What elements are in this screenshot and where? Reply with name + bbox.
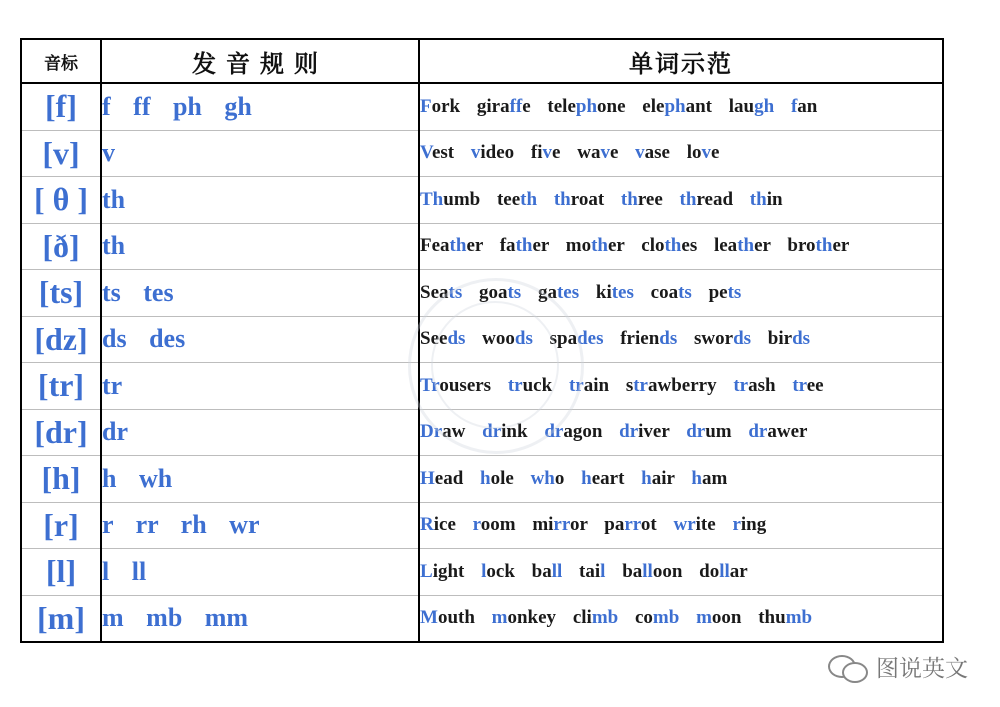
highlighted-letters: des bbox=[577, 328, 604, 350]
word-letters: frien bbox=[620, 328, 660, 350]
table-row bbox=[21, 83, 943, 130]
word-letters: bro bbox=[787, 235, 816, 257]
word-letters: mo bbox=[565, 235, 592, 257]
highlighted-letters: mb bbox=[785, 607, 813, 629]
example-word bbox=[709, 282, 742, 303]
word-examples bbox=[419, 130, 943, 177]
highlighted-letters: rr bbox=[553, 514, 570, 536]
word-letters: ree bbox=[637, 188, 663, 210]
word-letters: oon bbox=[711, 607, 742, 629]
highlighted-letters: v bbox=[470, 142, 481, 164]
example-word bbox=[538, 282, 579, 303]
word-letters: goa bbox=[478, 281, 508, 303]
phonetic-symbol: [f] bbox=[21, 83, 101, 130]
highlighted-letters: H bbox=[420, 467, 435, 489]
phonetic-symbol: [dz] bbox=[21, 316, 101, 363]
highlighted-letters: tes bbox=[556, 281, 580, 303]
word-letters: um bbox=[705, 421, 732, 443]
example-word bbox=[758, 607, 812, 628]
pronunciation-rule: l ll bbox=[101, 549, 419, 596]
word-examples bbox=[419, 83, 943, 130]
phonetic-symbol: [r] bbox=[21, 502, 101, 549]
word-letters: ead bbox=[434, 467, 464, 489]
table-row bbox=[21, 316, 943, 363]
example-word bbox=[420, 142, 454, 163]
word-letters: ice bbox=[433, 514, 456, 536]
word-letters: ideo bbox=[480, 142, 515, 164]
word-letters: roat bbox=[570, 188, 605, 210]
example-word bbox=[573, 607, 618, 628]
word-letters: pe bbox=[708, 281, 728, 303]
highlighted-letters: ts bbox=[727, 281, 742, 303]
word-letters: ba bbox=[622, 560, 643, 582]
highlighted-letters: ph bbox=[575, 95, 598, 117]
example-word bbox=[420, 514, 456, 535]
word-letters: Sea bbox=[420, 281, 449, 303]
highlighted-letters: R bbox=[420, 514, 434, 536]
example-word bbox=[531, 142, 561, 163]
highlighted-letters: v bbox=[600, 142, 610, 164]
highlighted-letters: tr bbox=[507, 374, 523, 396]
pronunciation-rule: th bbox=[101, 177, 419, 224]
word-letters: e bbox=[522, 95, 531, 117]
example-word bbox=[480, 468, 514, 489]
pronunciation-rule: f ff ph gh bbox=[101, 83, 419, 130]
word-examples bbox=[419, 502, 943, 549]
example-word bbox=[508, 375, 552, 396]
highlighted-letters: dr bbox=[544, 421, 564, 443]
highlighted-letters: ts bbox=[507, 281, 522, 303]
word-letters: aw bbox=[442, 421, 466, 443]
word-letters: See bbox=[420, 328, 448, 350]
word-letters: eart bbox=[591, 467, 625, 489]
word-examples bbox=[419, 595, 943, 642]
pronunciation-rule: h wh bbox=[101, 456, 419, 503]
highlighted-letters: ll bbox=[719, 560, 730, 582]
phonetic-symbol: [v] bbox=[21, 130, 101, 177]
highlighted-letters: M bbox=[420, 607, 438, 629]
example-word bbox=[732, 514, 766, 535]
example-word bbox=[729, 96, 774, 117]
word-letters: clo bbox=[641, 235, 665, 257]
word-letters: ash bbox=[748, 374, 776, 396]
example-word bbox=[642, 96, 712, 117]
watermark-text: 图说英文 bbox=[876, 656, 968, 682]
word-letters: oom bbox=[480, 514, 516, 536]
word-letters: e bbox=[552, 142, 561, 164]
word-letters: fi bbox=[530, 142, 543, 164]
example-word bbox=[532, 514, 587, 535]
header-row bbox=[21, 39, 943, 83]
highlighted-letters: tr bbox=[792, 374, 807, 396]
phonetic-symbol: [ θ ] bbox=[21, 177, 101, 224]
example-word bbox=[687, 142, 720, 163]
word-letters: ock bbox=[486, 560, 515, 582]
example-word bbox=[626, 375, 717, 396]
word-letters: woo bbox=[482, 328, 515, 350]
word-letters: ar bbox=[729, 560, 748, 582]
word-letters: thu bbox=[758, 607, 786, 629]
word-letters: lea bbox=[713, 235, 738, 257]
word-letters: in bbox=[766, 188, 783, 210]
example-word bbox=[791, 96, 817, 117]
word-letters: ot bbox=[640, 514, 657, 536]
highlighted-letters: ff bbox=[509, 95, 523, 117]
table-row bbox=[21, 502, 943, 549]
phonetic-symbol: [m] bbox=[21, 595, 101, 642]
highlighted-letters: v bbox=[542, 142, 553, 164]
phonetic-symbol: [l] bbox=[21, 549, 101, 596]
example-word bbox=[544, 421, 602, 442]
word-letters: er bbox=[832, 235, 850, 257]
pronunciation-rule: r rr rh wr bbox=[101, 502, 419, 549]
word-examples bbox=[419, 409, 943, 456]
example-word bbox=[550, 328, 604, 349]
word-letters: ki bbox=[595, 281, 612, 303]
highlighted-letters: gh bbox=[754, 95, 775, 117]
table-row bbox=[21, 595, 943, 642]
word-examples bbox=[419, 316, 943, 363]
word-letters: s bbox=[625, 374, 634, 396]
highlighted-letters: th bbox=[679, 188, 697, 210]
example-word bbox=[673, 514, 715, 535]
table-row bbox=[21, 456, 943, 503]
example-word bbox=[622, 561, 682, 582]
example-word bbox=[471, 142, 514, 163]
phonetic-symbol: [ts] bbox=[21, 270, 101, 317]
word-letters: ing bbox=[740, 514, 767, 536]
highlighted-letters: rr bbox=[624, 514, 641, 536]
word-letters: read bbox=[696, 188, 734, 210]
example-word bbox=[420, 282, 462, 303]
highlighted-letters: th bbox=[449, 235, 467, 257]
word-examples bbox=[419, 456, 943, 503]
example-word bbox=[768, 328, 810, 349]
word-letters: fa bbox=[499, 235, 516, 257]
word-letters: ight bbox=[432, 560, 465, 582]
highlighted-letters: v bbox=[635, 142, 645, 164]
word-letters: o bbox=[554, 467, 565, 489]
word-letters: est bbox=[431, 142, 455, 164]
word-letters: es bbox=[681, 235, 698, 257]
example-word bbox=[569, 375, 609, 396]
example-word bbox=[596, 282, 634, 303]
example-word bbox=[577, 142, 618, 163]
word-letters: an bbox=[797, 95, 818, 117]
word-letters: er bbox=[532, 235, 549, 257]
table-row bbox=[21, 270, 943, 317]
highlighted-letters: mb bbox=[652, 607, 680, 629]
example-word bbox=[477, 96, 531, 117]
pronunciation-rule: th bbox=[101, 223, 419, 270]
example-word bbox=[420, 561, 464, 582]
table-row bbox=[21, 409, 943, 456]
word-letters: ele bbox=[642, 95, 665, 117]
example-word bbox=[621, 189, 663, 210]
example-word bbox=[691, 468, 727, 489]
word-letters: agon bbox=[563, 421, 603, 443]
highlighted-letters: dr bbox=[686, 421, 706, 443]
word-letters: co bbox=[634, 607, 653, 629]
highlighted-letters: V bbox=[420, 142, 432, 164]
table-row bbox=[21, 549, 943, 596]
example-word bbox=[680, 189, 734, 210]
word-letters: oon bbox=[652, 560, 683, 582]
word-letters: er bbox=[466, 235, 483, 257]
example-word bbox=[748, 421, 807, 442]
word-letters: lau bbox=[728, 95, 755, 117]
highlighted-letters: wh bbox=[530, 467, 555, 489]
example-word bbox=[635, 142, 670, 163]
word-examples bbox=[419, 177, 943, 224]
phonetic-symbol: [tr] bbox=[21, 363, 101, 410]
word-letters: pa bbox=[604, 514, 625, 536]
word-letters: ant bbox=[685, 95, 712, 117]
word-letters: e bbox=[711, 142, 720, 164]
highlighted-letters: dr bbox=[619, 421, 639, 443]
highlighted-letters: l bbox=[481, 560, 487, 582]
word-letters: awer bbox=[767, 421, 808, 443]
example-word bbox=[420, 421, 465, 442]
word-letters: ousers bbox=[439, 374, 492, 396]
word-letters: er bbox=[754, 235, 771, 257]
example-word bbox=[694, 328, 751, 349]
word-letters: coa bbox=[650, 281, 679, 303]
example-word bbox=[482, 421, 527, 442]
wechat-icon bbox=[828, 653, 868, 681]
word-letters: ase bbox=[644, 142, 670, 164]
table-row bbox=[21, 130, 943, 177]
phonetic-symbol: [ð] bbox=[21, 223, 101, 270]
highlighted-letters: h bbox=[480, 467, 491, 489]
pronunciation-rule: m mb mm bbox=[101, 595, 419, 642]
pronunciation-rule: tr bbox=[101, 363, 419, 410]
watermark bbox=[828, 650, 968, 683]
example-word bbox=[686, 421, 731, 442]
highlighted-letters: m bbox=[696, 607, 712, 629]
highlighted-letters: h bbox=[691, 467, 702, 489]
word-examples bbox=[419, 549, 943, 596]
example-word bbox=[482, 328, 533, 349]
word-letters: umb bbox=[443, 188, 481, 210]
highlighted-letters: f bbox=[790, 95, 798, 117]
example-word bbox=[492, 607, 556, 628]
example-word bbox=[699, 561, 748, 582]
highlighted-letters: r bbox=[732, 514, 741, 536]
example-word bbox=[420, 235, 483, 256]
highlighted-letters: tr bbox=[633, 374, 648, 396]
word-letters: am bbox=[701, 467, 728, 489]
word-letters: one bbox=[597, 95, 626, 117]
highlighted-letters: dr bbox=[482, 421, 502, 443]
pronunciation-rule: v bbox=[101, 130, 419, 177]
word-letters: ork bbox=[431, 95, 461, 117]
highlighted-letters: th bbox=[553, 188, 571, 210]
highlighted-letters: ph bbox=[664, 95, 686, 117]
word-letters: ite bbox=[695, 514, 716, 536]
word-letters: mi bbox=[532, 514, 554, 536]
example-word bbox=[420, 96, 460, 117]
highlighted-letters: r bbox=[472, 514, 481, 536]
word-letters: air bbox=[651, 467, 675, 489]
word-letters: cli bbox=[572, 607, 592, 629]
word-letters: outh bbox=[437, 607, 475, 629]
example-word bbox=[696, 607, 741, 628]
example-word bbox=[497, 189, 537, 210]
highlighted-letters: ts bbox=[678, 281, 692, 303]
example-word bbox=[566, 235, 625, 256]
word-letters: wa bbox=[577, 142, 601, 164]
highlighted-letters: Dr bbox=[420, 421, 443, 443]
example-word bbox=[651, 282, 692, 303]
word-letters: swor bbox=[694, 328, 734, 350]
highlighted-letters: th bbox=[515, 235, 533, 257]
highlighted-letters: tes bbox=[611, 281, 634, 303]
example-word bbox=[604, 514, 656, 535]
table-row bbox=[21, 177, 943, 224]
highlighted-letters: L bbox=[420, 560, 433, 582]
highlighted-letters: ds bbox=[447, 328, 466, 350]
highlighted-letters: th bbox=[620, 188, 638, 210]
example-word bbox=[619, 421, 669, 442]
word-letters: ee bbox=[806, 374, 824, 396]
highlighted-letters: th bbox=[737, 235, 755, 257]
phonetic-symbol: [dr] bbox=[21, 409, 101, 456]
highlighted-letters: th bbox=[749, 188, 767, 210]
highlighted-letters: ll bbox=[551, 560, 563, 582]
highlighted-letters: dr bbox=[748, 421, 768, 443]
word-letters: gira bbox=[476, 95, 510, 117]
highlighted-letters: th bbox=[815, 235, 833, 257]
pronunciation-rule: dr bbox=[101, 409, 419, 456]
example-word bbox=[733, 375, 775, 396]
highlighted-letters: l bbox=[600, 560, 606, 582]
example-word bbox=[714, 235, 771, 256]
word-letters: ink bbox=[501, 421, 528, 443]
word-letters: bir bbox=[767, 328, 793, 350]
highlighted-letters: h bbox=[641, 467, 652, 489]
example-word bbox=[641, 468, 674, 489]
highlighted-letters: ts bbox=[448, 281, 463, 303]
highlighted-letters: m bbox=[491, 607, 508, 629]
example-word bbox=[420, 468, 463, 489]
phonetic-symbol: [h] bbox=[21, 456, 101, 503]
word-letters: uck bbox=[522, 374, 553, 396]
highlighted-letters: Tr bbox=[420, 374, 440, 396]
header-word-examples: 单词示范 bbox=[419, 39, 943, 83]
table-row bbox=[21, 223, 943, 270]
example-word bbox=[620, 328, 677, 349]
example-word bbox=[547, 96, 625, 117]
phonics-table bbox=[20, 38, 944, 643]
word-letters: do bbox=[699, 560, 720, 582]
word-letters: iver bbox=[638, 421, 670, 443]
example-word bbox=[531, 468, 565, 489]
highlighted-letters: tr bbox=[733, 374, 749, 396]
word-letters: tai bbox=[579, 560, 601, 582]
word-letters: spa bbox=[549, 328, 578, 350]
word-letters: ain bbox=[583, 374, 610, 396]
highlighted-letters: ds bbox=[659, 328, 678, 350]
example-word bbox=[473, 514, 516, 535]
example-word bbox=[420, 375, 491, 396]
word-letters: tele bbox=[547, 95, 576, 117]
highlighted-letters: ds bbox=[733, 328, 752, 350]
word-examples bbox=[419, 223, 943, 270]
word-letters: ga bbox=[537, 281, 557, 303]
example-word bbox=[554, 189, 604, 210]
pronunciation-rule: ts tes bbox=[101, 270, 419, 317]
example-word bbox=[750, 189, 783, 210]
highlighted-letters: th bbox=[664, 235, 682, 257]
word-examples bbox=[419, 363, 943, 410]
example-word bbox=[420, 607, 475, 628]
highlighted-letters: F bbox=[420, 95, 432, 117]
highlighted-letters: ll bbox=[642, 560, 653, 582]
word-letters: e bbox=[609, 142, 619, 164]
example-word bbox=[635, 607, 679, 628]
word-letters: er bbox=[607, 235, 625, 257]
word-letters: tee bbox=[496, 188, 521, 210]
example-word bbox=[641, 235, 697, 256]
example-word bbox=[579, 561, 605, 582]
highlighted-letters: h bbox=[581, 467, 592, 489]
highlighted-letters: tr bbox=[568, 374, 584, 396]
highlighted-letters: wr bbox=[673, 514, 696, 536]
word-letters: onkey bbox=[507, 607, 557, 629]
word-examples bbox=[419, 270, 943, 317]
word-letters: ba bbox=[531, 560, 552, 582]
highlighted-letters: Th bbox=[420, 188, 444, 210]
word-letters: Fea bbox=[420, 235, 450, 257]
highlighted-letters: v bbox=[701, 142, 711, 164]
example-word bbox=[500, 235, 549, 256]
highlighted-letters: ds bbox=[792, 328, 811, 350]
example-word bbox=[787, 235, 849, 256]
example-word bbox=[581, 468, 624, 489]
example-word bbox=[792, 375, 823, 396]
header-pronunciation-rules: 发音规则 bbox=[101, 39, 419, 83]
example-word bbox=[420, 328, 465, 349]
example-word bbox=[481, 561, 515, 582]
example-word bbox=[532, 561, 563, 582]
header-phonetic-symbol: 音标 bbox=[21, 39, 101, 83]
highlighted-letters: ds bbox=[514, 328, 533, 350]
word-letters: ole bbox=[490, 467, 514, 489]
word-letters: or bbox=[569, 514, 588, 536]
highlighted-letters: mb bbox=[591, 607, 619, 629]
word-letters: awberry bbox=[647, 374, 717, 396]
example-word bbox=[420, 189, 480, 210]
pronunciation-rule: ds des bbox=[101, 316, 419, 363]
highlighted-letters: th bbox=[520, 188, 538, 210]
highlighted-letters: th bbox=[591, 235, 608, 257]
example-word bbox=[479, 282, 521, 303]
word-letters: lo bbox=[686, 142, 702, 164]
table-row bbox=[21, 363, 943, 410]
